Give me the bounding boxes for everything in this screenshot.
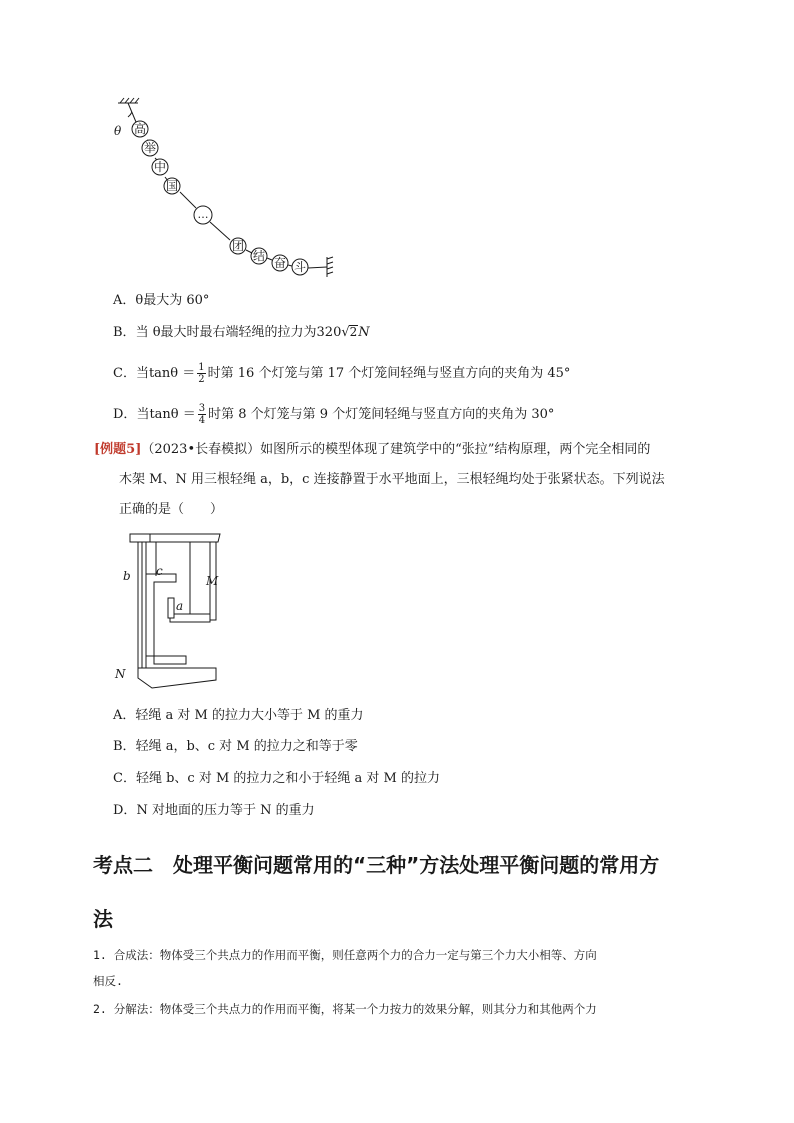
fraction: $\frac{1}{2}$	[198, 362, 205, 385]
option-b[interactable]: B．轻绳 a，b、c 对 M 的拉力之和等于零	[113, 739, 358, 754]
frame-m-base	[170, 614, 210, 622]
frame-n-base	[138, 668, 216, 688]
svg-text:团: 团	[231, 239, 245, 253]
svg-text:…: …	[197, 208, 209, 221]
label-a: a	[176, 599, 184, 613]
lantern-chain-figure	[110, 95, 350, 285]
option-a[interactable]: A．轻绳 a 对 M 的拉力大小等于 M 的重力	[113, 708, 364, 723]
method-decomposition: 2. 分解法：物体受三个共点力的作用而平衡，将某一个力按力的效果分解，则其分力和其他两个力	[93, 1002, 597, 1016]
option-c[interactable]: C．轻绳 b、c 对 M 的拉力之和小于轻绳 a 对 M 的拉力	[113, 771, 440, 786]
lantern	[272, 255, 288, 271]
svg-text:奋: 奋	[273, 256, 287, 270]
svg-text:国: 国	[165, 179, 179, 193]
ceiling-support	[118, 98, 139, 103]
lantern	[164, 178, 180, 194]
option-a[interactable]: A．θ最大为 60°	[113, 293, 210, 308]
tensegrity-model-figure	[112, 528, 224, 693]
frame-n-foot	[154, 656, 186, 664]
wall-support	[327, 257, 333, 277]
lantern	[251, 248, 267, 264]
question-stem: [例题5]（2023•长春模拟）如图所示的模型体现了建筑学中的“张拉”结构原理，两个完全相同的 木架 M、N 用三根轻绳 a，b，c 连接静置于水平地面上，三根轻绳均处于张紧状态。下列说法 正确的是（ ）	[94, 442, 665, 517]
lantern	[152, 159, 168, 175]
svg-text:结: 结	[252, 249, 266, 263]
label-c: c	[156, 564, 163, 578]
label-b: b	[123, 569, 131, 583]
svg-text:高: 高	[133, 122, 147, 136]
option-c[interactable]: C．当tanθ ＝ $\frac{1}{2}$ 时第 16 个灯笼与第 17 个灯笼间轻绳与竖直方向的夹角为 45°	[113, 362, 571, 385]
frame-n-top-left	[130, 534, 150, 542]
option-b[interactable]: B．当 θ最大时最右端轻绳的拉力为320√2N	[113, 325, 370, 340]
lantern	[230, 238, 246, 254]
lantern-ellipsis	[194, 206, 212, 224]
lantern	[142, 140, 158, 156]
lantern	[132, 121, 148, 137]
example-tag: [例题5]	[94, 442, 142, 457]
label-m: M	[206, 574, 219, 588]
method-synthesis: 1. 合成法：物体受三个共点力的作用而平衡，则任意两个力的合力一定与第三个力大小相等、方向 相反.	[93, 948, 597, 988]
svg-text:斗: 斗	[293, 260, 307, 274]
frame-m-top	[148, 534, 220, 542]
label-n: N	[115, 667, 126, 681]
theta-label: θ	[114, 124, 122, 138]
svg-text:中: 中	[153, 160, 167, 174]
svg-text:举: 举	[143, 141, 157, 155]
option-d[interactable]: D．当tanθ ＝ $\frac{3}{4}$ 时第 8 个灯笼与第 9 个灯笼间轻绳与竖直方向的夹角为 30°	[113, 403, 555, 426]
frame-m-hook	[168, 598, 174, 618]
section-heading: 考点二 处理平衡问题常用的“三种”方法处理平衡问题的常用方 法	[93, 853, 660, 931]
lantern	[292, 259, 308, 275]
option-d[interactable]: D．N 对地面的压力等于 N 的重力	[113, 803, 315, 818]
fraction: $\frac{3}{4}$	[198, 403, 206, 426]
